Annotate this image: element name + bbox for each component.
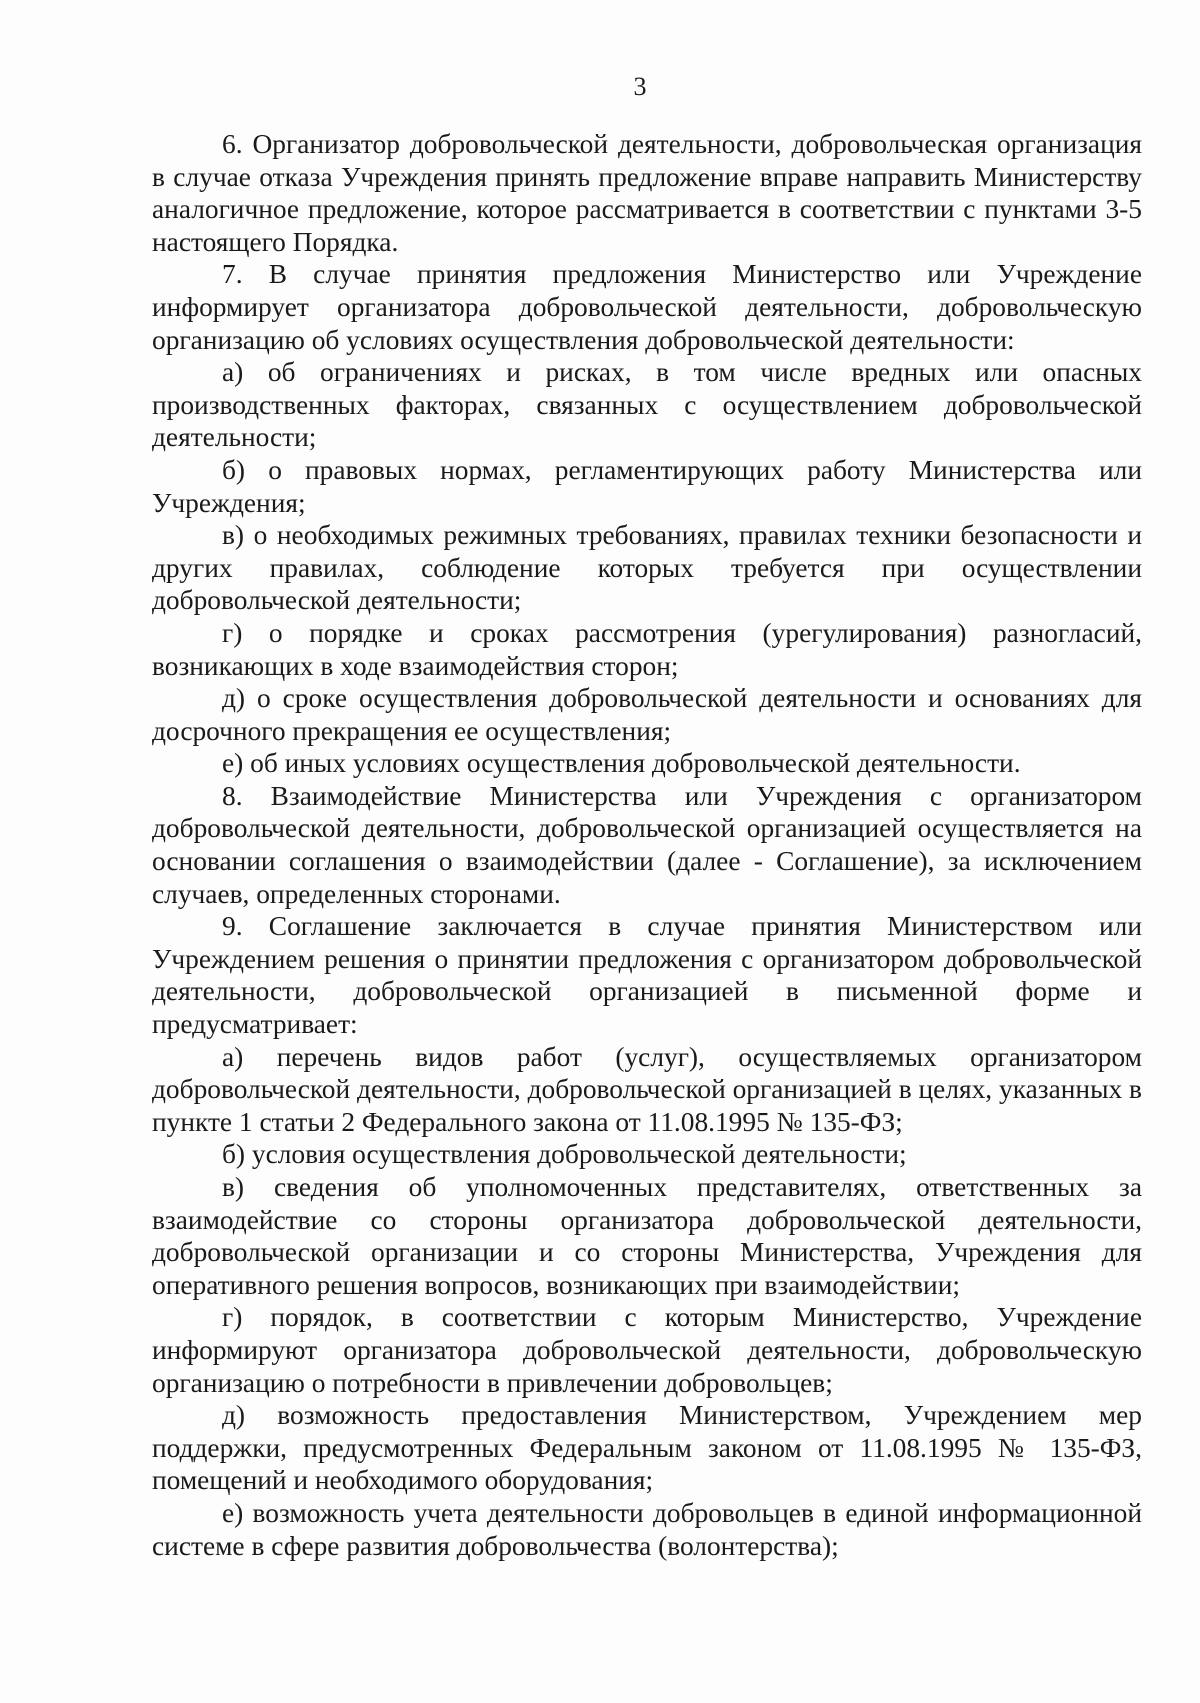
paragraph-9d: д) возможность предоставления Министерством, Учреждением мер поддержки, предусмотренных Федеральным законом от 11.08.1995 № 135-ФЗ, помещений и необходимого оборудования; (152, 1400, 1142, 1496)
paragraph-7b: б) о правовых нормах, регламентирующих работу Министерства или Учреждения; (152, 454, 1142, 518)
paragraph-8: 8. Взаимодействие Министерства или Учреждения с организатором добровольческой деятельности, добровольческой организацией осуществляется на основании соглашения о взаимодействии (далее - Соглашение), за исключением случаев, определенных сторонами. (152, 780, 1142, 909)
paragraph-7g: г) о порядке и сроках рассмотрения (урегулирования) разногласий, возникающих в ходе взаимодействия сторон; (152, 617, 1142, 681)
paragraph-7e: е) об иных условиях осуществления добровольческой деятельности. (222, 748, 1021, 779)
paragraph-9g: г) порядок, в соответствии с которым Министерство, Учреждение информируют организатора добровольческой деятельности, добровольческую организацию о потребности в привлечении добровольцев; (152, 1302, 1142, 1398)
paragraph-7d: д) о сроке осуществления добровольческой деятельности и основаниях для досрочного прекращения ее осуществления; (152, 683, 1142, 746)
paragraph-9v: в) сведения об уполномоченных представителях, ответственных за взаимодействие со стороны организатора добровольческой деятельности, добровольческой организации и со стороны Министерства, Учреждения для оперативного решения вопросов, возникающих при взаимодействии; (152, 1172, 1142, 1300)
document-body (152, 128, 1142, 1562)
page-number: 3 (633, 72, 647, 101)
paragraph-7a: а) об ограничениях и рисках, в том числе вредных или опасных производственных факторах, связанных с осуществлением добровольческой деятельности; (152, 357, 1142, 453)
paragraph-9b: б) условия осуществления добровольческой деятельности; (222, 1139, 907, 1170)
paragraph-9a: а) перечень видов работ (услуг), осуществляемых организатором добровольческой деятельности, добровольческой организацией в целях, указанных в пункте 1 статьи 2 Федерального закона от 11.08.1995 № 135-ФЗ; (152, 1041, 1142, 1137)
paragraph-7v: в) о необходимых режимных требованиях, правилах техники безопасности и других правилах, соблюдение которых требуется при осуществлении добровольческой деятельности; (152, 520, 1142, 616)
paragraph-6: 6. Организатор добровольческой деятельности, добровольческая организация в случае отказа Учреждения принять предложение вправе направить Министерству аналогичное предложение, которое рассматривается в соответствии с пунктами 3-5 настоящего Порядка. (152, 129, 1142, 257)
paragraph-9: 9. Соглашение заключается в случае принятия Министерством или Учреждением решения о принятии предложения с организатором добровольческой деятельности, добровольческой организацией в письменной форме и предусматривает: (152, 911, 1142, 1040)
paragraph-9e: е) возможность учета деятельности добровольцев в единой информационной системе в сфере развития добровольчества (волонтерства); (152, 1497, 1142, 1561)
paragraph-7: 7. В случае принятия предложения Министерство или Учреждение информирует организатора добровольческой деятельности, добровольческую организацию об условиях осуществления добровольческой деятельности: (152, 259, 1142, 355)
